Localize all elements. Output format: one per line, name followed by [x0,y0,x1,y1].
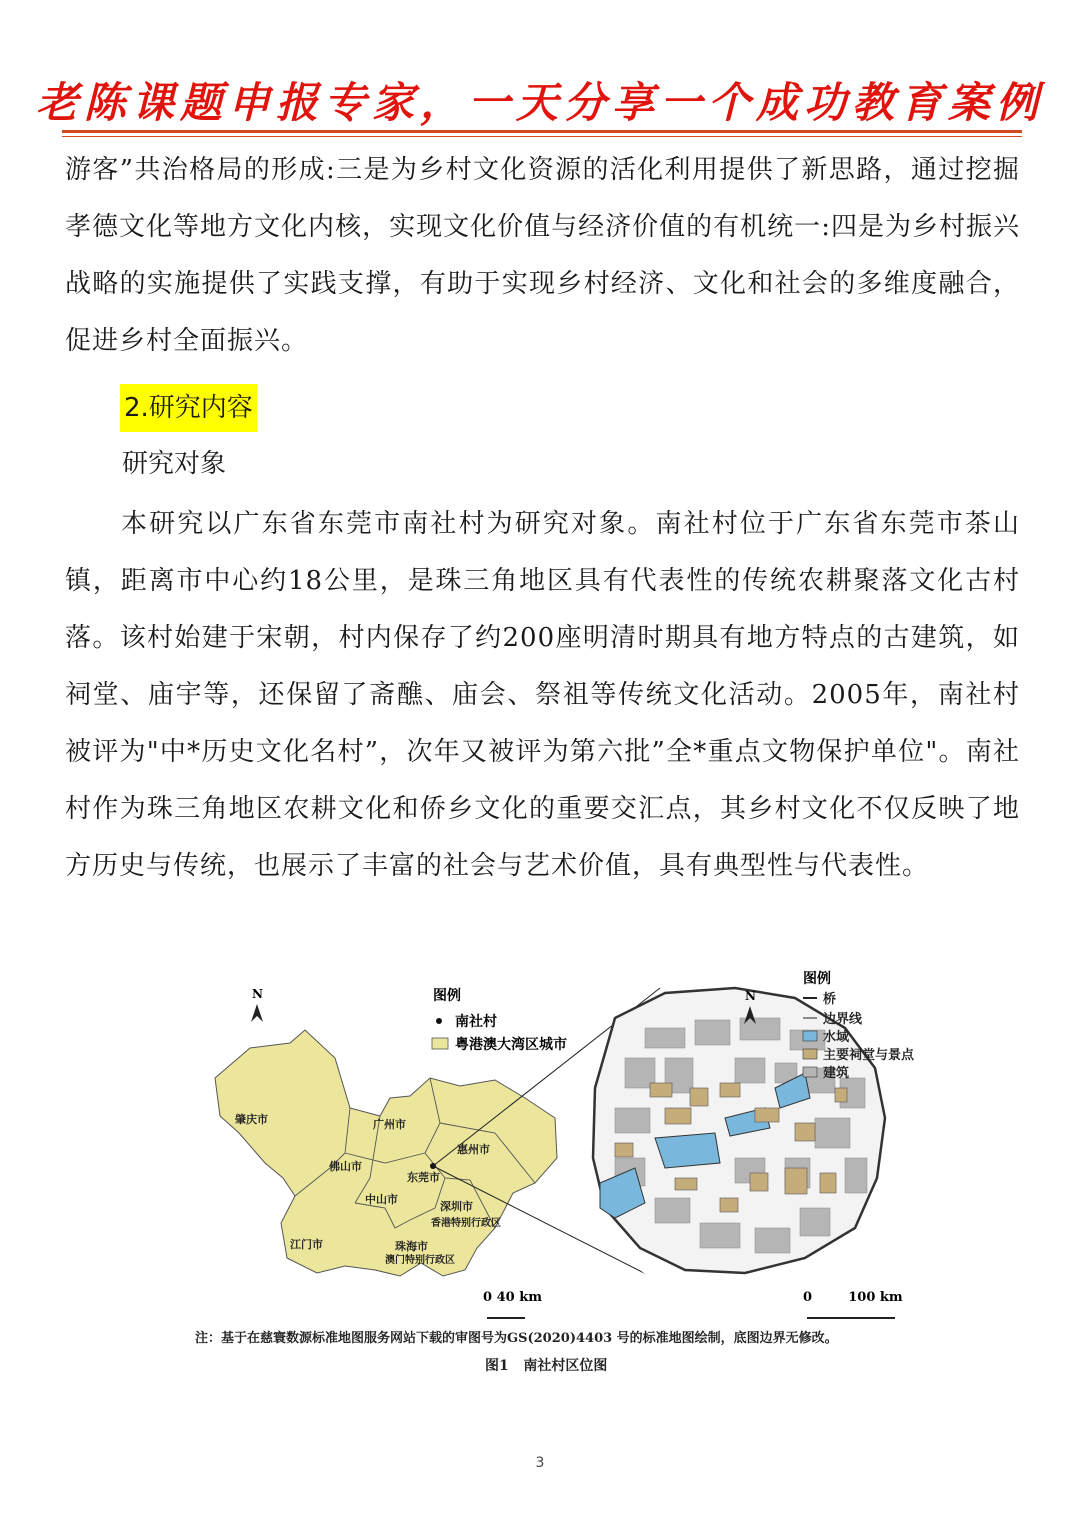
north-arrow-icon [251,987,263,1022]
location-map-svg [195,958,965,1388]
svg-text:N: N [745,989,756,1003]
svg-text:深圳市: 深圳市 [440,1200,473,1213]
svg-text:广州市: 广州市 [373,1118,406,1131]
header-banner: 老陈课题申报专家，一天分享一个成功教育案例 [35,78,1044,127]
left-map [215,987,567,1318]
region-swatch-icon [432,1038,448,1049]
svg-text:中山市: 中山市 [365,1193,398,1206]
legend-bridge: 桥 [823,992,837,1007]
legend-water: 水域 [823,1030,850,1045]
left-legend-title: 图例 [433,988,461,1004]
page-number: 3 [535,1455,545,1471]
svg-text:澳门特别行政区: 澳门特别行政区 [385,1255,455,1266]
svg-text:N: N [252,987,263,1001]
right-legend-title: 图例 [803,971,831,987]
legend-building: 建筑 [823,1066,850,1081]
svg-text:肇庆市: 肇庆市 [235,1113,268,1126]
section-heading: 2.研究内容 [120,384,257,432]
svg-text:珠海市: 珠海市 [395,1240,428,1253]
svg-text:香港特别行政区: 香港特别行政区 [431,1218,501,1229]
left-legend-village: 南社村 [455,1014,497,1030]
left-legend-area: 粤港澳大湾区城市 [455,1037,567,1053]
village-dot-icon [436,1018,442,1024]
subheading: 研究对象 [122,449,227,479]
legend-boundary: 边界线 [823,1012,863,1027]
header-rule [62,130,1022,133]
right-map [580,963,930,1318]
svg-text:佛山市: 佛山市 [329,1160,362,1173]
location-figure [195,958,965,1388]
figure-note: 注：基于在慈寰数源标准地图服务网站下载的审图号为GS(2020)4403 号的标准地图绘制，底图边界无修改。 [195,1331,838,1346]
svg-text:东莞市: 东莞市 [407,1171,440,1184]
header-rule-thin [62,136,1022,137]
svg-text:江门市: 江门市 [290,1238,323,1251]
svg-text:惠州市: 惠州市 [457,1143,490,1156]
legend-landmark: 主要祠堂与景点 [823,1048,915,1063]
greater-bay-area-shape [215,1030,557,1276]
paragraph-research-object: 本研究以广东省东莞市南社村为研究对象。南社村位于广东省东莞市茶山镇，距离市中心约18公里，是珠三角地区具有代表性的传统农耕聚落文化古村落。该村始建于宋朝，村内保存了约200座明清时期具有地方特点的古建筑，如祠堂、庙宇等，还保留了斋醮、庙会、祭祖等传统文化活动。2005年，南社村被评为"中*历史文化名村”，次年又被评为第六批”全*重点文物保护单位"。南社村作为珠三角地区农耕文化和侨乡文化的重要交汇点，其乡村文化不仅反映了地方历史与传统，也展示了丰富的社会与艺术价值，具有典型性与代表性。 [65,509,1020,881]
paragraph-intro: 游客”共治格局的形成:三是为乡村文化资源的活化利用提供了新思路，通过挖掘孝德文化等地方文化内核，实现文化价值与经济价值的有机统一:四是为乡村振兴战略的实施提供了实践支撑，有助于实现乡村经济、文化和社会的多维度融合，促进乡村全面振兴。 [65,155,1020,356]
figure-caption: 图1 南社村区位图 [485,1358,608,1374]
left-scale-label: 0 40 km [483,1290,542,1305]
right-scale-label: 0 100 km [803,1290,903,1305]
